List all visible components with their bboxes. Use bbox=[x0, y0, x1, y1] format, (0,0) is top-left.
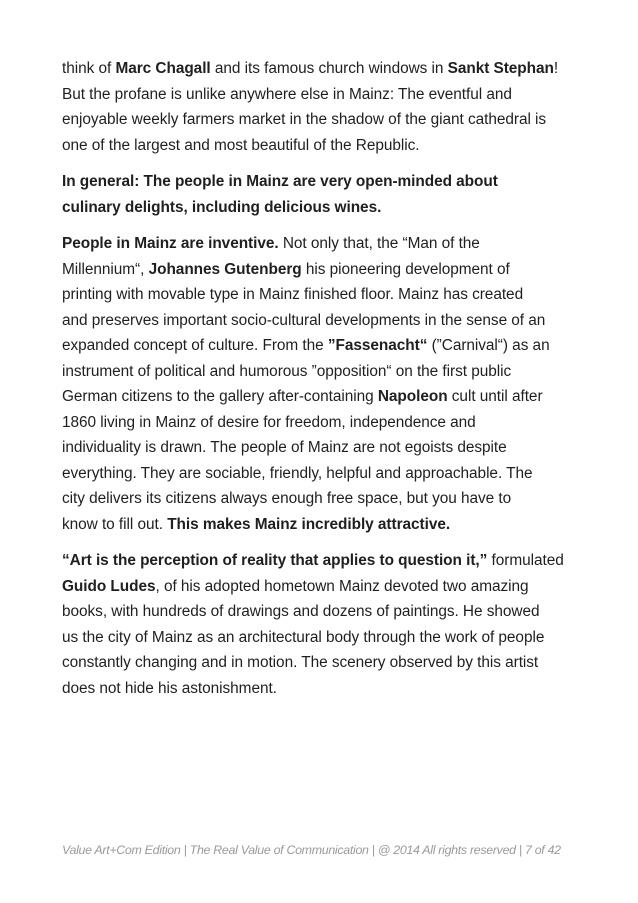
text-run: Not only that, the “Man of the bbox=[278, 235, 480, 252]
text-line bbox=[62, 625, 592, 651]
bold-text: Napoleon bbox=[377, 388, 448, 405]
bold-text: Marc Chagall bbox=[115, 60, 211, 77]
text-line bbox=[62, 82, 592, 108]
text-run: enjoyable weekly farmers market in the shadow of the giant cathedral is bbox=[62, 111, 547, 128]
bold-text: This makes Mainz incredibly attractive. bbox=[167, 515, 451, 533]
bold-text: Guido Ludes bbox=[62, 577, 156, 595]
bold-text: People in Mainz are inventive. bbox=[62, 235, 279, 252]
text-line bbox=[62, 548, 592, 574]
text-run: individuality is drawn. The people of Mainz are not egoists despite bbox=[62, 439, 507, 456]
text-run: Millennium“, bbox=[62, 260, 149, 278]
text-line bbox=[62, 384, 592, 410]
bold-text: culinary delights, including delicious wines. bbox=[62, 198, 382, 216]
text-run: formulated bbox=[487, 552, 564, 569]
document-body bbox=[62, 56, 592, 712]
text-run: books, with hundreds of drawings and dozens of paintings. He showed bbox=[62, 603, 540, 620]
text-line bbox=[62, 435, 592, 461]
text-line bbox=[62, 257, 592, 283]
text-line bbox=[62, 410, 592, 436]
text-run: everything. They are sociable, friendly, helpful and approachable. The bbox=[62, 464, 533, 482]
bold-text: Johannes Gutenberg bbox=[148, 260, 302, 278]
paragraph-1 bbox=[62, 56, 592, 158]
text-run: city delivers its citizens always enough free space, but you have to bbox=[62, 490, 512, 507]
text-line bbox=[62, 486, 592, 512]
text-line bbox=[62, 282, 592, 308]
text-line bbox=[62, 574, 592, 600]
paragraph-4 bbox=[62, 548, 592, 701]
paragraph-2 bbox=[62, 169, 592, 220]
bold-text: Sankt Stephan bbox=[447, 60, 554, 77]
text-run: and its famous church windows in bbox=[210, 60, 448, 77]
text-line bbox=[62, 461, 592, 487]
text-run: constantly changing and in motion. The scenery observed by this artist bbox=[62, 654, 539, 671]
text-line bbox=[62, 676, 592, 702]
text-run: cult until after bbox=[447, 388, 543, 405]
bold-text: ”Fassenacht“ bbox=[327, 337, 428, 354]
text-line bbox=[62, 231, 592, 257]
text-line bbox=[62, 56, 592, 82]
text-run: one of the largest and most beautiful of the Republic. bbox=[62, 136, 420, 154]
text-line bbox=[62, 133, 592, 159]
text-line bbox=[62, 599, 592, 625]
text-run: expanded concept of culture. From the bbox=[62, 337, 328, 354]
text-line bbox=[62, 169, 592, 195]
text-run: German citizens to the gallery after-containing bbox=[62, 388, 378, 405]
text-run: instrument of political and humorous ”opposition“ on the first public bbox=[62, 362, 512, 380]
text-line bbox=[62, 512, 592, 538]
text-line bbox=[62, 308, 592, 334]
text-run: and preserves important socio-cultural developments in the sense of an bbox=[62, 311, 546, 329]
text-run: does not hide his astonishment. bbox=[62, 679, 277, 697]
text-run: printing with movable type in Mainz finished floor. Mainz has created bbox=[62, 286, 524, 303]
text-run: (”Carnival“) as an bbox=[427, 337, 550, 354]
text-run: 1860 living in Mainz of desire for freedom, independence and bbox=[62, 413, 476, 431]
text-run: his pioneering development of bbox=[301, 260, 510, 278]
text-line bbox=[62, 650, 592, 676]
text-run: ! bbox=[553, 60, 559, 77]
page-footer: Value Art+Com Edition | The Real Value of Communication | @ 2014 All rights reserved | 7 of 42 bbox=[62, 843, 561, 857]
text-run: But the profane is unlike anywhere else in Mainz: The eventful and bbox=[62, 85, 512, 103]
text-line bbox=[62, 195, 592, 221]
text-run: know to fill out. bbox=[62, 515, 168, 533]
text-line bbox=[62, 107, 592, 133]
text-run: , of his adopted hometown Mainz devoted two amazing bbox=[155, 577, 529, 595]
bold-text: “Art is the perception of reality that applies to question it,” bbox=[62, 552, 488, 569]
text-line bbox=[62, 333, 592, 359]
text-line bbox=[62, 359, 592, 385]
bold-text: In general: The people in Mainz are very open-minded about bbox=[62, 173, 498, 190]
text-run: us the city of Mainz as an architectural body through the work of people bbox=[62, 628, 545, 646]
text-run: think of bbox=[62, 60, 116, 77]
paragraph-3 bbox=[62, 231, 592, 537]
